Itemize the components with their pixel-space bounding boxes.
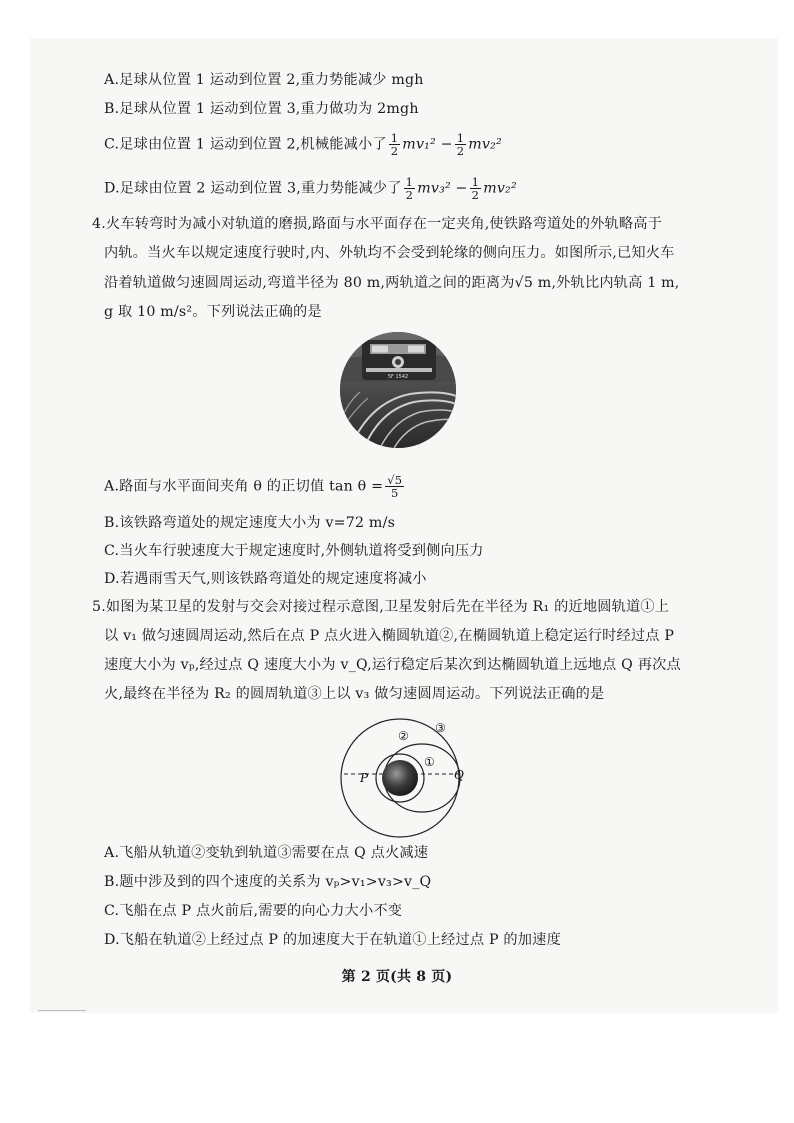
q4-stem-line3: 沿着轨道做匀速圆周运动,弯道半径为 80 m,两轨道之间的距离为√5 m,外轨比内轨高 1 m, — [104, 275, 680, 291]
orbit-diagram — [322, 716, 478, 840]
frac-denominator: 2 — [405, 188, 414, 202]
q5-option-a: A.飞船从轨道②变轨到轨道③需要在点 Q 点火减速 — [104, 845, 429, 861]
q4-option-d: D.若遇雨雪天气,则该铁路弯道处的规定速度将减小 — [104, 571, 427, 587]
train-number-plate: 5F 1542 — [387, 374, 409, 380]
q3-option-c — [104, 132, 502, 157]
q3-option-b: B.足球从位置 1 运动到位置 3,重力做功为 2mgh — [104, 101, 419, 117]
frac-numerator: 1 — [456, 131, 465, 145]
q5-stem-line2: 以 v₁ 做匀速圆周运动,然后在点 P 点火进入椭圆轨道②,在椭圆轨道上稳定运行时经过点 P — [104, 628, 675, 644]
q4-stem-line2: 内轨。当火车以规定速度行驶时,内、外轨均不会受到轮缘的侧向压力。如图所示,已知火车 — [104, 245, 675, 261]
q3-option-d-text: D.足球由位置 2 运动到位置 3,重力势能减少了 — [104, 180, 402, 197]
math-term: mv₁² − — [402, 136, 453, 153]
q5-option-c: C.飞船在点 P 点火前后,需要的向心力大小不变 — [104, 903, 403, 919]
point-q-label: Q — [454, 768, 464, 782]
footer-divider — [38, 1010, 86, 1011]
frac-denominator: 2 — [471, 188, 480, 202]
q3-option-a: A.足球从位置 1 运动到位置 2,重力势能减少 mgh — [104, 72, 424, 88]
frac-numerator: √5 — [387, 473, 403, 487]
q3-option-d — [104, 176, 517, 201]
math-term: mv₃² − — [417, 180, 468, 197]
frac-numerator: 1 — [390, 131, 399, 145]
orbit-3-label: ③ — [435, 721, 446, 735]
fraction — [385, 474, 404, 499]
q4-option-a — [104, 474, 406, 499]
fraction — [470, 176, 482, 201]
math-term: mv₂² — [483, 180, 517, 197]
earth — [382, 760, 418, 796]
fraction — [404, 176, 416, 201]
q4-option-c: C.当火车行驶速度大于规定速度时,外侧轨道将受到侧向压力 — [104, 543, 484, 559]
fraction — [455, 132, 467, 157]
train-photo — [340, 332, 456, 448]
orbit-2-label: ② — [398, 729, 409, 743]
q4-option-b: B.该铁路弯道处的规定速度大小为 v=72 m/s — [104, 515, 396, 531]
frac-numerator: 1 — [405, 175, 414, 189]
q3-option-c-text: C.足球由位置 1 运动到位置 2,机械能减小了 — [104, 136, 387, 153]
q4-option-a-text: A.路面与水平面间夹角 θ 的正切值 tan θ = — [104, 478, 384, 495]
frac-denominator: 5 — [390, 486, 399, 500]
frac-numerator: 1 — [471, 175, 480, 189]
page-footer: 第 2 页(共 8 页) — [341, 969, 453, 985]
q5-stem-line1: 5.如图为某卫星的发射与交会对接过程示意图,卫星发射后先在半径为 R₁ 的近地圆轨道①上 — [92, 599, 670, 615]
q5-option-b: B.题中涉及到的四个速度的关系为 vₚ>v₁>v₃>v_Q — [104, 874, 432, 890]
q5-stem-line4: 火,最终在半径为 R₂ 的圆周轨道③上以 v₃ 做匀速圆周运动。下列说法正确的是 — [104, 686, 605, 702]
train-curve-image — [340, 332, 456, 448]
math-term: mv₂² — [468, 136, 502, 153]
q4-stem-line1: 4.火车转弯时为减小对轨道的磨损,路面与水平面存在一定夹角,使铁路弯道处的外轨略高于 — [92, 216, 663, 232]
point-p-label: P — [360, 771, 369, 785]
frac-denominator: 2 — [390, 144, 399, 158]
q5-stem-line3: 速度大小为 vₚ,经过点 Q 速度大小为 v_Q,运行稳定后某次到达椭圆轨道上远地点 Q 再次点 — [104, 657, 681, 673]
fraction — [389, 132, 401, 157]
q5-option-d: D.飞船在轨道②上经过点 P 的加速度大于在轨道①上经过点 P 的加速度 — [104, 932, 561, 948]
frac-denominator: 2 — [456, 144, 465, 158]
q4-stem-line4: g 取 10 m/s²。下列说法正确的是 — [104, 304, 322, 320]
orbit-1-label: ① — [424, 755, 435, 769]
